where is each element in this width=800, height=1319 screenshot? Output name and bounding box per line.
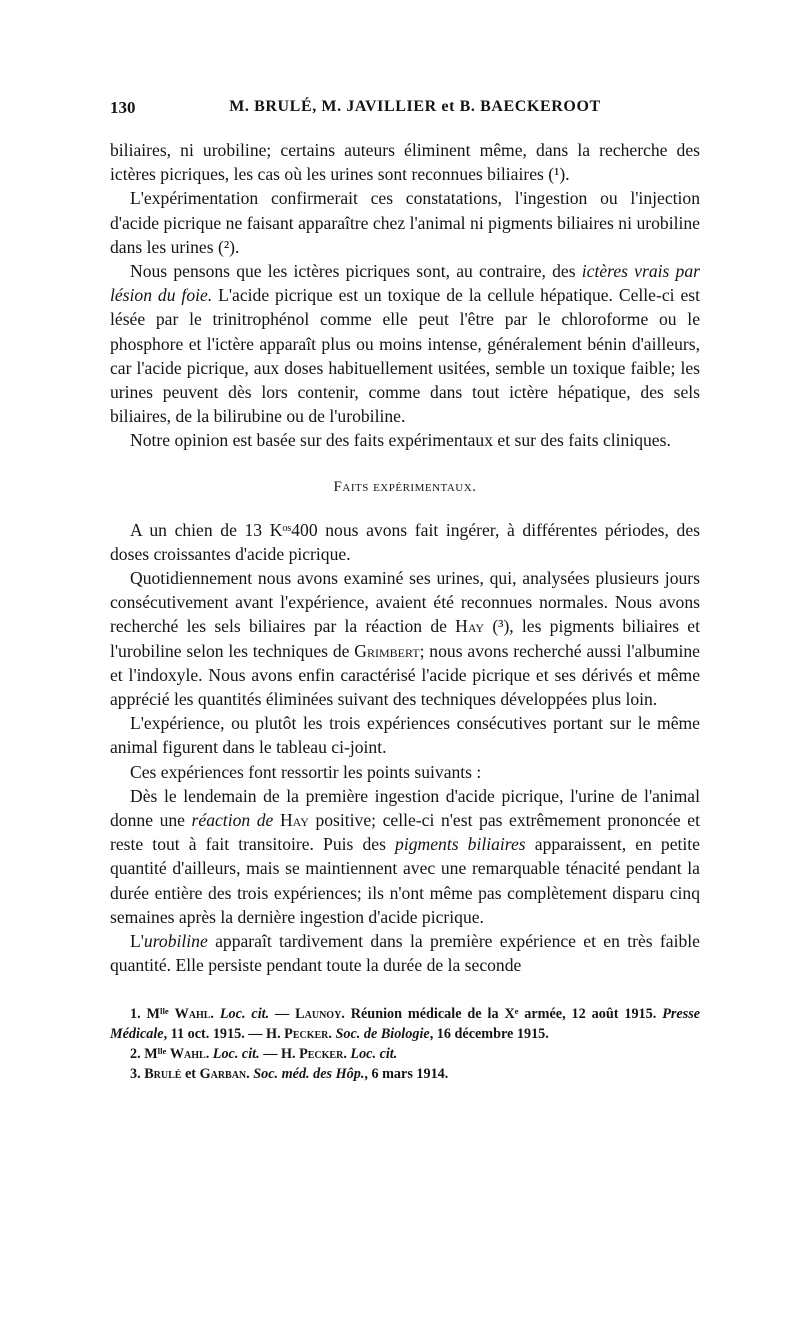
page-number: 130	[110, 98, 136, 117]
author-name-grimbert: Grimbert	[354, 640, 420, 661]
paragraph-4: Notre opinion est basée sur des faits expérimentaux et sur des faits cliniques.	[130, 430, 671, 451]
footnote-1-loc-cit: Loc. cit.	[219, 1005, 270, 1022]
footnote-3-number: 3.	[130, 1065, 145, 1082]
footnote-1-text-f: , 16 décembre 1915.	[429, 1025, 549, 1042]
footnote-3-text-c: .	[246, 1065, 254, 1082]
paragraph-6-text-a: Quotidiennement nous avons examiné ses urines, qui, analysées plusieurs jours consécutivement avant l'expérience, avaient été reconnues normales. Nous avons recherché les sels biliaires par la réaction de	[110, 568, 700, 637]
running-head	[110, 98, 700, 124]
paragraph-5: A un chien de 13 Kᵒˢ400 nous avons fait ingérer, à différentes périodes, des doses croissantes d'acide picrique.	[110, 519, 700, 564]
footnote-1-author-wahl: Wahl	[174, 1005, 211, 1022]
footnote-2: 2. Mˡˡᵉ Wahl. Loc. cit. — H. Pecker. Loc. cit.	[130, 1045, 398, 1062]
author-name-hay-2: Hay	[279, 810, 309, 831]
paragraph-3	[110, 259, 700, 428]
footnote-2-text-c: .	[343, 1045, 351, 1062]
footnote-3-journal-soc: Soc. méd. des Hôp.	[253, 1065, 365, 1082]
paragraph-3-text-a: Nous pensons que les ictères picriques sont, au contraire, des	[130, 261, 582, 282]
footnote-1-number: 1. Mˡˡᵉ	[130, 1005, 175, 1022]
footnote-2-author-wahl: Wahl	[169, 1045, 206, 1062]
page	[110, 98, 700, 1084]
footnote-2-loc-cit-2: Loc. cit.	[350, 1045, 398, 1062]
paragraph-1: biliaires, ni urobiline; certains auteurs éliminent même, dans la recherche des ictères picriques, les cas où les urines sont reconnues biliaires (¹).	[110, 140, 700, 185]
footnote-1-sep: —	[269, 1005, 296, 1022]
header-title: M. BRULÉ, M. JAVILLIER et B. BAECKEROOT	[229, 98, 601, 115]
paragraph-6	[110, 566, 700, 711]
paragraph-9-emphasis-2: pigments biliaires	[395, 834, 526, 855]
footnote-2-number: 2. Mˡˡᵉ	[130, 1045, 170, 1062]
body-text	[110, 138, 700, 978]
footnote-1-author-pecker: Pecker	[284, 1025, 329, 1042]
paragraph-6-text-b: (³), les pigments biliaires et l'urobiline selon les techniques de	[110, 616, 701, 661]
paragraph-9-text-a: Dès le lendemain de la première ingestion d'acide picrique, l'urine de l'animal donne une	[110, 785, 700, 831]
paragraph-10-emphasis: urobiline	[143, 931, 208, 952]
footnote-1-journal-soc: Soc. de Biologie	[335, 1025, 430, 1042]
paragraph-8: Ces expériences font ressortir les points suivants :	[130, 761, 482, 782]
paragraph-9-emphasis-1: réaction de	[191, 810, 274, 831]
paragraph-10-text-b: apparaît tardivement dans la première expérience et en très faible quantité. Elle persiste pendant toute la durée de la seconde	[110, 931, 700, 976]
footnote-2-text-b: — H.	[259, 1045, 300, 1062]
paragraph-3-text-b: L'acide picrique est un toxique de la cellule hépatique. Celle-ci est lésée par le trinitrophénol comme elle peut l'être par le chloroforme ou le phosphore et l'ictère apparaît plus ou moins intense, généralement bénin d'ailleurs, car l'acide picrique, aux doses habituellement usitées, semble un toxique faible; les urines peuvent dès lors contenir, comme dans tout ictère hépatique, des sels biliaires, de la bilirubine ou de l'urobiline.	[110, 285, 700, 427]
section-heading: Faits expérimentaux.	[333, 478, 477, 495]
footnote-2-loc-cit-1: Loc. cit.	[212, 1045, 260, 1062]
paragraph-9-text-c: apparaissent, en petite quantité d'ailleurs, mais se maintiennent avec une remarquable ténacité pendant la durée entière des trois expériences; ils n'ont même pas complètement disparu cinq semaines après la dernière ingestion d'acide picrique.	[110, 834, 700, 927]
paragraph-6-text-c: ; nous avons recherché aussi l'albumine et l'indoxyle. Nous avons enfin caractérisé l'acide picrique et ses dérivés et même apprécié les quantités éliminées suivant des techniques développées plus loin.	[110, 640, 700, 710]
footnote-3-author-garban: Garban	[199, 1065, 247, 1082]
paragraph-2: L'expérimentation confirmerait ces constatations, l'ingestion ou l'injection d'acide picrique ne faisant apparaître chez l'animal ni pigments biliaires ni urobiline dans les urines (²).	[110, 188, 700, 257]
footnote-3-text-b: et	[181, 1065, 200, 1082]
footnote-3	[110, 1064, 700, 1084]
paragraph-3-emphasis: ictères vrais par lésion du foie.	[110, 261, 700, 306]
footnote-1-text-d: , 11 oct. 1915. — H.	[163, 1025, 285, 1042]
paragraph-10-text-a: L'	[130, 931, 144, 952]
footnote-3-text-d: , 6 mars 1914.	[364, 1065, 449, 1082]
paragraph-9-text-b: positive; celle-ci n'est pas extrêmement prononcée et reste tout à fait transitoire. Puis des	[110, 810, 700, 855]
footnote-1-journal-presse: Presse Médicale	[110, 1005, 701, 1042]
footnote-3-author-brule: Brulé	[144, 1065, 182, 1082]
paragraph-10	[110, 929, 700, 977]
footnote-1: 1. Mˡˡᵉ Wahl. Loc. cit. — Launoy. Réunion médicale de la Xᵉ armée, 12 août 1915. Presse Médicale, 11 oct. 1915. — H. Pecker. Soc. de Biologie, 16 décembre 1915.	[110, 1005, 701, 1042]
footnote-1-text-e: .	[328, 1025, 336, 1042]
footnote-2-author-pecker: Pecker	[299, 1045, 344, 1062]
paragraph-9	[110, 784, 700, 929]
footnote-1-author-launoy: Launoy	[295, 1005, 342, 1022]
footnote-1-text-c: . Réunion médicale de la Xᵉ armée, 12 août 1915.	[341, 1005, 657, 1022]
author-name-hay: Hay	[455, 616, 485, 637]
footnotes	[110, 1004, 700, 1084]
paragraph-7: L'expérience, ou plutôt les trois expériences consécutives portant sur le même animal figurent dans le tableau ci-joint.	[110, 713, 700, 758]
